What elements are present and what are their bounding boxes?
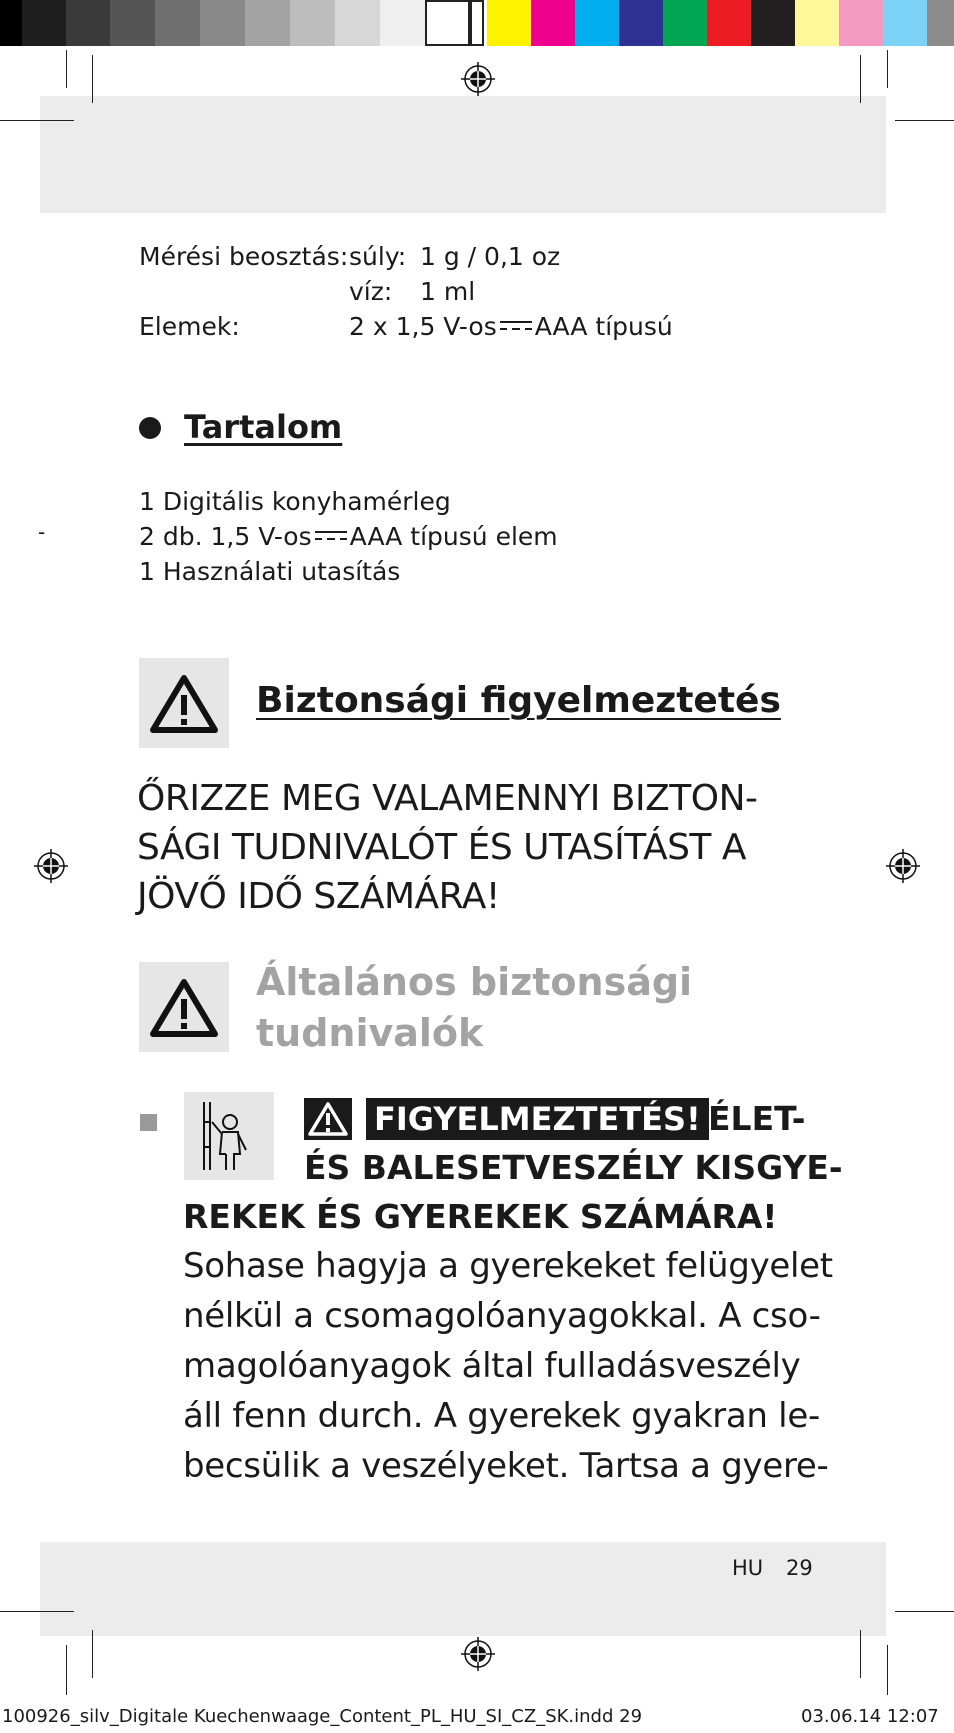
- safety-title: Biztonsági figyelmeztetés: [256, 680, 781, 721]
- dc-current-icon: [315, 528, 347, 542]
- warning-body-line: magolóanyagok által fulladásveszély: [183, 1346, 801, 1386]
- list-item: [139, 522, 558, 551]
- color-swatch: [110, 0, 155, 46]
- crop-mark: [895, 120, 954, 121]
- color-swatch: [707, 0, 751, 46]
- color-swatch: [663, 0, 707, 46]
- color-swatch: [795, 0, 839, 46]
- slug-datetime: 03.06.14 12:07: [801, 1706, 939, 1727]
- safety-caps-line: JÖVŐ IDŐ SZÁMÁRA!: [137, 876, 500, 917]
- warning-label-icon-box: [304, 1098, 352, 1140]
- warning-box: [139, 658, 229, 748]
- crop-mark: [887, 50, 888, 88]
- color-swatch: [575, 0, 619, 46]
- color-swatch: [22, 0, 66, 46]
- warning-triangle-icon: [139, 658, 229, 748]
- list-item: 1 Digitális konyhamérleg: [139, 487, 451, 516]
- color-swatch: [425, 0, 470, 46]
- crop-mark: [860, 55, 861, 103]
- color-swatch: [531, 0, 575, 46]
- battery-type-text: AAA típusú: [534, 312, 673, 341]
- warning-body-line: Sohase hagyja a gyerekeket felügyelet: [183, 1246, 833, 1286]
- crop-mark: [0, 1611, 74, 1612]
- crop-mark: [0, 120, 74, 121]
- dc-current-icon: [500, 318, 532, 332]
- color-swatch: [619, 0, 663, 46]
- warning-body-line: áll fenn durch. A gyerekek gyakran le-: [183, 1396, 820, 1436]
- crop-mark: [92, 55, 93, 103]
- warning-box: [139, 962, 229, 1052]
- contents-title: Tartalom: [184, 408, 343, 446]
- color-swatch: [883, 0, 927, 46]
- crop-mark: [860, 1630, 861, 1678]
- color-swatch: [380, 0, 425, 46]
- color-swatch: [245, 0, 290, 46]
- warning-triangle-icon: [304, 1098, 352, 1140]
- crop-mark: [887, 1645, 888, 1695]
- registration-mark-icon: [34, 849, 68, 883]
- crop-mark: [92, 1630, 93, 1678]
- color-swatch: [927, 0, 954, 46]
- spec-value-weight: 1 g / 0,1 oz: [420, 242, 561, 271]
- safety-caps-line: ŐRIZZE MEG VALAMENNYI BIZTON-: [137, 778, 758, 819]
- language-code: HU: [732, 1556, 764, 1580]
- crop-mark: [895, 1611, 954, 1612]
- color-swatch: [66, 0, 110, 46]
- color-swatch: [751, 0, 795, 46]
- spec-label-batteries: Elemek:: [139, 312, 240, 341]
- spec-value-water: 1 ml: [420, 277, 476, 306]
- spec-key-water: víz:: [349, 277, 393, 306]
- header-band: [40, 96, 886, 213]
- child-danger-icon: [184, 1092, 274, 1180]
- warning-label: FIGYELMEZTETÉS!: [366, 1098, 709, 1140]
- list-item-text: AAA típusú elem: [349, 522, 558, 551]
- warning-heading-line: ÉS BALESETVESZÉLY KISGYE-: [304, 1148, 843, 1187]
- registration-mark-icon: [461, 62, 495, 96]
- warning-body-line: becsülik a veszélyeket. Tartsa a gyere-: [183, 1446, 829, 1486]
- color-swatch: [839, 0, 883, 46]
- square-bullet-icon: [140, 1114, 157, 1131]
- color-swatch: [0, 0, 22, 46]
- warning-triangle-icon: [139, 962, 229, 1052]
- color-swatch: [487, 0, 531, 46]
- spec-label-division: Mérési beosztás:: [139, 242, 349, 271]
- color-swatch: [470, 0, 484, 46]
- margin-mark: -: [38, 520, 46, 544]
- general-safety-title: Általános biztonsági: [256, 960, 693, 1004]
- list-item-text: 2 db. 1,5 V-os: [139, 522, 312, 551]
- child-warning-box: [184, 1092, 274, 1180]
- registration-mark-icon: [461, 1637, 495, 1671]
- warning-heading-line: REKEK ÉS GYEREKEK SZÁMÁRA!: [183, 1197, 778, 1236]
- color-swatch: [200, 0, 245, 46]
- slug-filename: 100926_silv_Digitale Kuechenwaage_Content_PL_HU_SI_CZ_SK.indd 29: [2, 1706, 643, 1727]
- crop-mark: [66, 50, 67, 88]
- section-bullet-icon: [139, 417, 161, 439]
- safety-caps-line: SÁGI TUDNIVALÓT ÉS UTASÍTÁST A: [137, 827, 746, 868]
- registration-mark-icon: [886, 849, 920, 883]
- color-swatch: [290, 0, 335, 46]
- battery-voltage-text: 2 x 1,5 V-os: [349, 312, 497, 341]
- warning-body-line: nélkül a csomagolóanyagokkal. A cso-: [183, 1296, 821, 1336]
- spec-key-weight: súly:: [349, 242, 407, 271]
- color-swatch: [155, 0, 200, 46]
- spec-value-batteries: [349, 312, 673, 341]
- warning-heading-line: ÉLET-: [708, 1099, 806, 1138]
- list-item: 1 Használati utasítás: [139, 557, 401, 586]
- page-number: 29: [786, 1556, 813, 1580]
- color-calibration-bar: [0, 0, 954, 46]
- crop-mark: [66, 1645, 67, 1695]
- color-swatch: [335, 0, 380, 46]
- general-safety-title: tudnivalók: [256, 1011, 484, 1055]
